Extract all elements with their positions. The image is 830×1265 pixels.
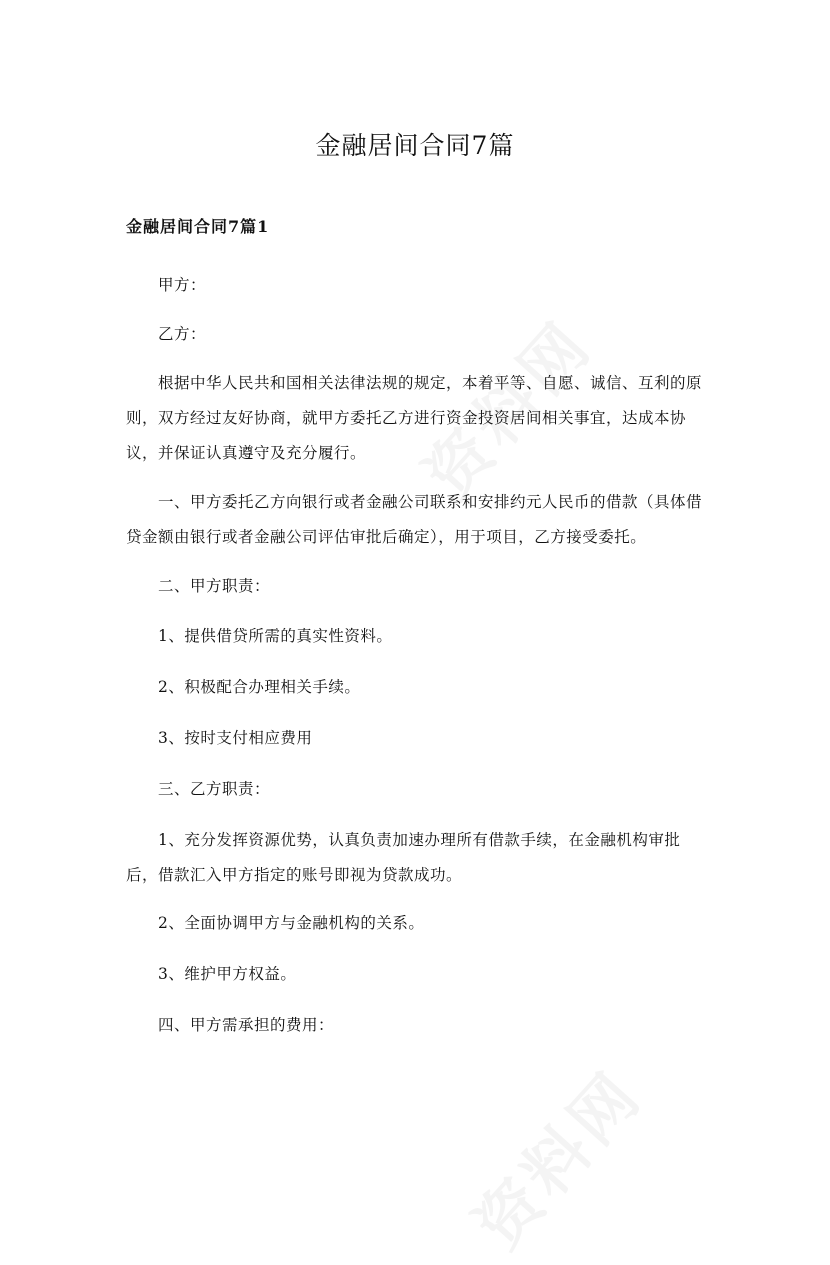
clause-3-item-3: 3、维护甲方权益。	[158, 965, 297, 983]
clause-3-heading: 三、乙方职责：	[158, 780, 271, 798]
clause-3-item-1: 1、充分发挥资源优势，认真负责加速办理所有借款手续，在金融机构审批后，借款汇入甲方指定的账号即视为贷款成功。	[126, 831, 681, 884]
clause-2-heading: 二、甲方职责：	[158, 577, 271, 595]
clause-3-item-2: 2、全面协调甲方与金融机构的关系。	[158, 914, 425, 932]
clause-4-heading: 四、甲方需承担的费用：	[158, 1016, 335, 1034]
clause-1-paragraph: 一、甲方委托乙方向银行或者金融公司联系和安排约元人民币的借款（具体借贷金额由银行或者金融公司评估审批后确定），用于项目，乙方接受委托。	[126, 493, 703, 546]
watermark	[451, 1047, 660, 1265]
preamble-paragraph: 根据中华人民共和国相关法律法规的规定，本着平等、自愿、诚信、互利的原则，双方经过友好协商，就甲方委托乙方进行资金投资居间相关事宜，达成本协议，并保证认真遵守及充分履行。	[126, 374, 703, 462]
clause-2-item-3: 3、按时支付相应费用	[158, 729, 313, 747]
document-title: 金融居间合同7篇	[315, 131, 515, 160]
party-b-line: 乙方：	[158, 325, 207, 343]
clause-2-item-2: 2、积极配合办理相关手续。	[158, 678, 361, 696]
section-title: 金融居间合同7篇1	[126, 217, 270, 236]
party-a-line: 甲方：	[158, 276, 207, 294]
clause-2-item-1: 1、提供借贷所需的真实性资料。	[158, 627, 393, 645]
